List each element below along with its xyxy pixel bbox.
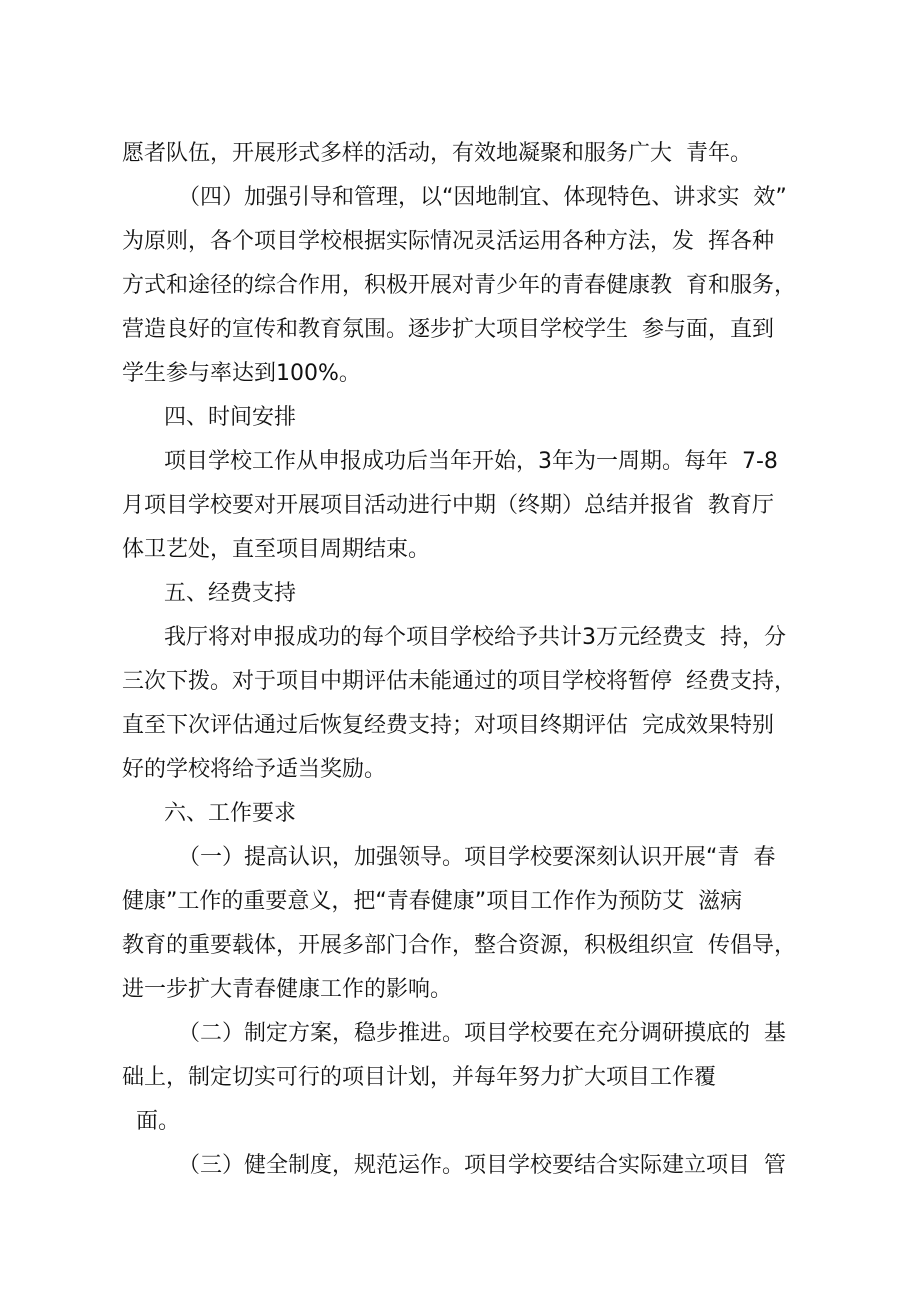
- text-line: 项目学校工作从申报成功后当年开始，3年为一周期。每年 7-8: [122, 449, 778, 474]
- text-line: 月项目学校要对开展项目活动进行中期（终期）总结并报省 教育厅: [122, 493, 774, 518]
- section-heading: 六、工作要求: [122, 801, 296, 826]
- text-line: （二）制定方案，稳步推进。项目学校要在充分调研摸底的 基: [122, 1021, 786, 1046]
- text-line: 为原则，各个项目学校根据实际情况灵活运用各种方法，发 挥各种: [122, 229, 774, 254]
- text-line: （三）健全制度，规范运作。项目学校要结合实际建立项目 管: [122, 1153, 786, 1178]
- text-line: 体卫艺处，直至项目周期结束。: [122, 537, 431, 562]
- text-line: （四）加强引导和管理，以“因地制宜、体现特色、讲求实 效”: [122, 185, 787, 210]
- text-line: 面。: [122, 1109, 180, 1134]
- text-line: 础上，制定切实可行的项目计划，并每年努力扩大项目工作覆: [122, 1065, 717, 1090]
- text-line: （一）提高认识，加强领导。项目学校要深刻认识开展“青 春: [122, 845, 776, 870]
- text-line: 好的学校将给予适当奖励。: [122, 757, 387, 782]
- text-line: 愿者队伍，开展形式多样的活动，有效地凝聚和服务广大 青年。: [122, 141, 752, 166]
- text-line: 直至下次评估通过后恢复经费支持；对项目终期评估 完成效果特别: [122, 713, 774, 738]
- text-line: 学生参与率达到100%。: [122, 361, 361, 386]
- text-line: 进一步扩大青春健康工作的影响。: [122, 977, 453, 1002]
- section-heading: 四、时间安排: [122, 405, 296, 430]
- text-line: 营造良好的宣传和教育氛围。逐步扩大项目学校学生 参与面，直到: [122, 317, 774, 342]
- text-line: 健康”工作的重要意义，把“青春健康”项目工作作为预防艾 滋病: [122, 889, 743, 914]
- text-line: 教育的重要载体，开展多部门合作，整合资源，积极组织宣 传倡导，: [122, 933, 796, 958]
- text-line: 三次下拨。对于项目中期评估未能通过的项目学校将暂停 经费支持，: [122, 669, 796, 694]
- text-line: 方式和途径的综合作用，积极开展对青少年的青春健康教 育和服务，: [122, 273, 796, 298]
- text-line: 我厅将对申报成功的每个项目学校给予共计3万元经费支 持，分: [122, 625, 786, 650]
- section-heading: 五、经费支持: [122, 581, 296, 606]
